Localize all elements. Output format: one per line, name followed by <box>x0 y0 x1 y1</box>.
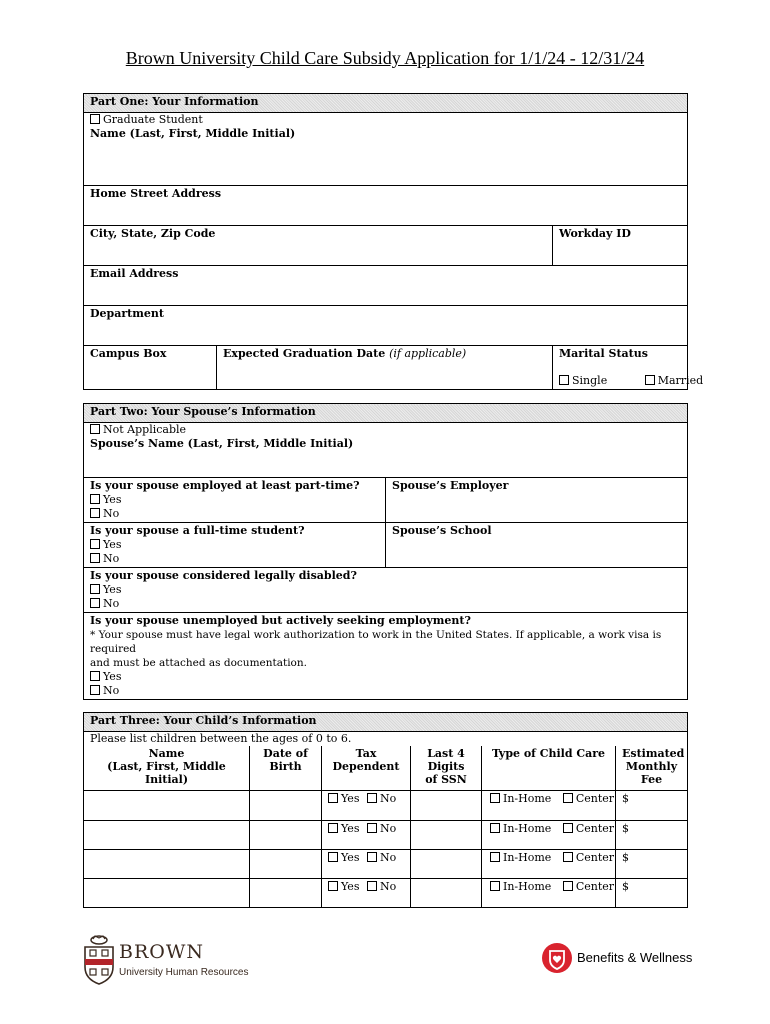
in-home-option[interactable]: In-Home <box>490 792 551 805</box>
benefits-wellness-logo <box>541 941 691 977</box>
spouse-student-question: Is your spouse a full-time student? Yes No <box>84 523 386 568</box>
spouse-employer-field[interactable]: Spouse’s Employer <box>386 478 688 523</box>
checkbox-icon[interactable] <box>90 494 100 504</box>
marital-status-label: Marital Status <box>559 347 648 360</box>
department-field[interactable] <box>84 306 688 346</box>
child-name-cell[interactable] <box>84 790 250 820</box>
part-two-heading: Part Two: Your Spouse’s Information <box>84 404 688 423</box>
brown-wordmark: BROWN <box>119 941 204 963</box>
graduate-student-option[interactable]: Graduate Student <box>90 113 681 127</box>
heart-shield-icon <box>541 941 573 975</box>
checkbox-icon[interactable] <box>367 852 377 862</box>
tax-dependent-cell <box>322 820 411 849</box>
ssn-cell[interactable] <box>411 790 482 820</box>
child-dob-cell[interactable] <box>250 849 322 878</box>
column-header-dob: Date of Birth <box>250 746 322 790</box>
child-name-cell[interactable] <box>84 849 250 878</box>
child-dob-cell[interactable] <box>250 790 322 820</box>
name-field[interactable] <box>84 113 688 186</box>
email-field[interactable] <box>84 266 688 306</box>
checkbox-icon[interactable] <box>367 823 377 833</box>
brown-logo <box>83 933 263 985</box>
student-yes-option[interactable]: Yes <box>90 538 379 552</box>
column-header-care-type: Type of Child Care <box>482 746 616 790</box>
checkbox-icon[interactable] <box>90 553 100 563</box>
tax-dependent-cell <box>322 849 411 878</box>
graduation-date-label: Expected Graduation Date (if applicable) <box>223 347 467 360</box>
part-one-heading: Part One: Your Information <box>84 94 688 113</box>
checkbox-icon[interactable] <box>563 823 573 833</box>
checkbox-icon[interactable] <box>563 881 573 891</box>
disabled-yes-option[interactable]: Yes <box>90 583 681 597</box>
checkbox-icon[interactable] <box>490 823 500 833</box>
spouse-name-label: Spouse’s Name (Last, First, Middle Initial) <box>90 437 354 450</box>
checkbox-icon[interactable] <box>90 671 100 681</box>
checkbox-icon[interactable] <box>559 375 569 385</box>
checkbox-icon[interactable] <box>645 375 655 385</box>
benefits-wellness-label: Benefits & Wellness <box>577 950 693 965</box>
care-type-cell <box>482 878 616 907</box>
fee-cell[interactable]: $ <box>616 790 688 820</box>
brown-subtitle: University Human Resources <box>119 967 249 978</box>
center-option[interactable]: Center <box>563 792 614 805</box>
child-name-cell[interactable] <box>84 820 250 849</box>
fee-cell[interactable]: $ <box>616 849 688 878</box>
checkbox-icon[interactable] <box>90 539 100 549</box>
graduation-date-field[interactable] <box>217 346 553 390</box>
checkbox-icon[interactable] <box>90 685 100 695</box>
checkbox-icon[interactable] <box>490 881 500 891</box>
center-option[interactable]: Center <box>563 851 614 864</box>
employed-yes-option[interactable]: Yes <box>90 493 379 507</box>
spouse-employed-question: Is your spouse employed at least part-time? Yes No <box>84 478 386 523</box>
ssn-cell[interactable] <box>411 820 482 849</box>
seeking-no-option[interactable]: No <box>90 684 681 698</box>
child-dob-cell[interactable] <box>250 878 322 907</box>
part-two-section <box>83 403 688 700</box>
table-row <box>84 790 688 820</box>
city-state-zip-label: City, State, Zip Code <box>90 227 216 240</box>
checkbox-icon[interactable] <box>328 823 338 833</box>
checkbox-icon[interactable] <box>563 852 573 862</box>
single-option[interactable]: Single <box>559 374 607 387</box>
tax-yes-option[interactable]: Yes <box>328 880 359 893</box>
column-header-ssn: Last 4 Digits of SSN <box>411 746 482 790</box>
workday-id-field[interactable] <box>553 226 688 266</box>
part-one-section <box>83 93 704 390</box>
column-header-fee: Estimated Monthly Fee <box>616 746 688 790</box>
checkbox-icon[interactable] <box>90 508 100 518</box>
tax-dependent-cell <box>322 878 411 907</box>
child-instruction: Please list children between the ages of 0 to 6. <box>84 732 688 747</box>
child-dob-cell[interactable] <box>250 820 322 849</box>
in-home-option[interactable]: In-Home <box>490 822 551 835</box>
seeking-yes-option[interactable]: Yes <box>90 670 681 684</box>
student-no-option[interactable]: No <box>90 552 379 566</box>
ssn-cell[interactable] <box>411 849 482 878</box>
fee-cell[interactable]: $ <box>616 820 688 849</box>
checkbox-icon[interactable] <box>328 881 338 891</box>
name-label: Name (Last, First, Middle Initial) <box>90 127 296 140</box>
in-home-option[interactable]: In-Home <box>490 851 551 864</box>
column-header-name: Name (Last, First, Middle Initial) <box>84 746 250 790</box>
checkbox-icon[interactable] <box>563 793 573 803</box>
checkbox-icon[interactable] <box>367 793 377 803</box>
street-address-field[interactable] <box>84 186 688 226</box>
spouse-seeking-question: Is your spouse unemployed but actively seeking employment? * Your spouse must have legal work authorization to work in the United States. If applicable, a work visa is required and must be attached as documentation. Yes No <box>84 613 688 700</box>
department-label: Department <box>90 307 164 320</box>
table-row <box>84 820 688 849</box>
tax-no-option[interactable]: No <box>367 792 396 805</box>
checkbox-icon[interactable] <box>90 114 100 124</box>
tax-yes-option[interactable]: Yes <box>328 851 359 864</box>
tax-no-option[interactable]: No <box>367 880 396 893</box>
street-address-label: Home Street Address <box>90 187 222 200</box>
checkbox-icon[interactable] <box>90 584 100 594</box>
checkbox-icon[interactable] <box>367 881 377 891</box>
tax-yes-option[interactable]: Yes <box>328 792 359 805</box>
checkbox-icon[interactable] <box>328 793 338 803</box>
fee-cell[interactable]: $ <box>616 878 688 907</box>
page-title: Brown University Child Care Subsidy Application for 1/1/24 - 12/31/24 <box>125 48 645 68</box>
column-header-tax: Tax Dependent <box>322 746 411 790</box>
tax-no-option[interactable]: No <box>367 851 396 864</box>
city-state-zip-field[interactable] <box>84 226 553 266</box>
married-option[interactable]: Married <box>645 374 703 387</box>
spouse-disabled-question: Is your spouse considered legally disabled? Yes No <box>84 568 688 613</box>
workday-id-label: Workday ID <box>559 227 631 240</box>
brown-shield-icon <box>83 933 115 985</box>
employed-no-option[interactable]: No <box>90 507 379 521</box>
table-row <box>84 849 688 878</box>
center-option[interactable]: Center <box>563 822 614 835</box>
care-type-cell <box>482 820 616 849</box>
checkbox-icon[interactable] <box>328 852 338 862</box>
checkbox-icon[interactable] <box>90 424 100 434</box>
care-type-cell <box>482 849 616 878</box>
checkbox-icon[interactable] <box>490 852 500 862</box>
in-home-option[interactable]: In-Home <box>490 880 551 893</box>
checkbox-icon[interactable] <box>490 793 500 803</box>
tax-no-option[interactable]: No <box>367 822 396 835</box>
work-authorization-note: * Your spouse must have legal work authorization to work in the United States. If applicable, a work visa is required <box>90 629 662 655</box>
tax-dependent-cell <box>322 790 411 820</box>
table-row <box>84 878 688 907</box>
campus-box-field[interactable] <box>84 346 217 390</box>
not-applicable-option[interactable]: Not Applicable <box>90 423 681 437</box>
checkbox-icon[interactable] <box>90 598 100 608</box>
part-three-heading: Part Three: Your Child’s Information <box>84 713 688 732</box>
campus-box-label: Campus Box <box>90 347 167 360</box>
marital-status-field <box>553 346 704 390</box>
spouse-school-field[interactable]: Spouse’s School <box>386 523 688 568</box>
care-type-cell <box>482 790 616 820</box>
center-option[interactable]: Center <box>563 880 614 893</box>
email-label: Email Address <box>90 267 179 280</box>
tax-yes-option[interactable]: Yes <box>328 822 359 835</box>
child-name-cell[interactable] <box>84 878 250 907</box>
ssn-cell[interactable] <box>411 878 482 907</box>
part-three-section <box>83 712 688 908</box>
disabled-no-option[interactable]: No <box>90 597 681 611</box>
spouse-name-field[interactable] <box>84 423 688 478</box>
